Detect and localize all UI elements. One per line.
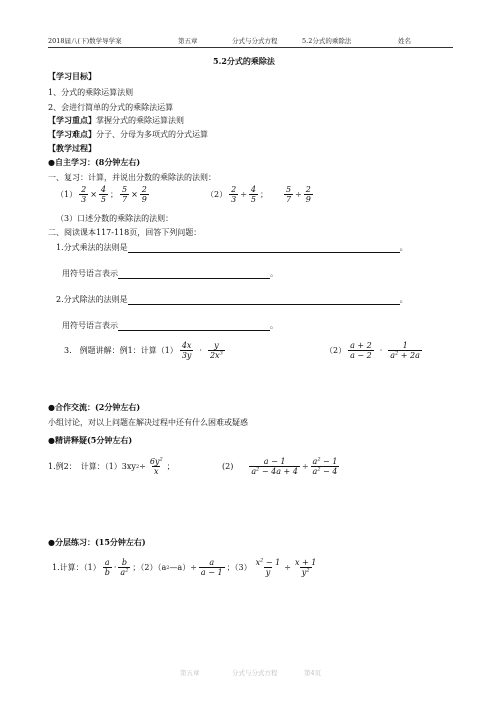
rule-text: 2.分式除法的法则是 (56, 295, 128, 304)
fraction: $\frac{b}{a^2}$ (120, 558, 129, 578)
answer-blank[interactable] (128, 243, 400, 253)
divide-symbol: 用符号语言表示 。 (62, 321, 278, 330)
example-1: 3. 例题讲解：例1：计算（1） $\frac{4x}{3y}$ · $\frac{y}{2x^3}$ (64, 341, 223, 361)
layered-heading: ●分层练习：(15分钟左右) (48, 537, 146, 547)
fraction: $\frac{2}{9}$ (305, 185, 311, 205)
fraction: $\frac{4}{5}$ (250, 185, 256, 205)
objective-item: 2、会进行简单的分式的乘除法运算 (48, 103, 174, 112)
example-prefix: 3. 例题讲解：例1：计算（1） (64, 346, 178, 356)
header-unit: 分式与分式方程 (232, 37, 278, 45)
answer-blank[interactable] (118, 269, 270, 279)
layered-problems: 1.计算：（1） $\frac{a}{b}$ · $\frac{b}{a^2}$ ；（2）（a 2 —a）÷ $\frac{a}{a - 1}$ ；（3） $\frac{x^2 - 1}{y}$ ÷ $\frac{x + 1}{y^2}$ (52, 557, 317, 578)
fraction: $\frac{a + 2}{a - 2}$ (350, 341, 372, 361)
rule-text: 用符号语言表示 (62, 321, 118, 330)
footer-unit: 分式与分式方程 (232, 669, 278, 677)
fraction: $\frac{1}{a^2 + 2a}$ (390, 341, 420, 361)
fraction: $\frac{5}{7}$ (121, 185, 128, 205)
example-2: （2） $\frac{a + 2}{a - 2}$ · $\frac{1}{a^2 + 2a}$ (325, 341, 420, 361)
problem-label: (2) (222, 462, 234, 472)
fraction: $\frac{y}{2x^3}$ (209, 341, 223, 361)
review-problem-1: （1） $\frac{2}{3}$ × $\frac{4}{5}$ ； $\frac{5}{7}$ × $\frac{2}{9}$ (56, 185, 147, 205)
difficulty-point (48, 129, 208, 140)
fraction: $\frac{4}{5}$ (100, 185, 106, 205)
process-heading: 【教学过程】 (48, 143, 96, 153)
fraction: $\frac{x^2 - 1}{y}$ (255, 557, 281, 578)
header-rule (48, 47, 453, 48)
fraction: $\frac{a^2 - 1}{a^2 - 4}$ (312, 456, 338, 477)
fraction: $\frac{2}{3}$ (81, 185, 87, 205)
objectives-heading: 【学习目标】 (48, 71, 96, 81)
cooperate-text: 小组讨论，对以上问题在解决过程中还有什么困难或疑惑 (48, 418, 248, 427)
divide-rule: 2.分式除法的法则是 。 (56, 295, 408, 304)
fraction: $\frac{5}{7}$ (285, 185, 292, 205)
rule-text: 1.分式乘法的法则是 (56, 243, 128, 252)
review-problem-2: （2） $\frac{2}{3}$ ÷ $\frac{4}{5}$ ； $\frac{5}{7}$ ÷ $\frac{2}{9}$ (206, 185, 311, 205)
fraction: $\frac{4x}{3y}$ (181, 341, 192, 361)
problem-label: ；（2）（a (132, 563, 167, 573)
problem-label: （2） (325, 346, 347, 356)
footer-page: 第4页 (304, 669, 322, 677)
fraction: $\frac{x + 1}{y^2}$ (294, 558, 317, 578)
objective-item: 1、分式的乘除运算法则 (48, 88, 134, 97)
header-course: 2018届八(下)数学导学案 (48, 37, 122, 45)
answer-blank[interactable] (128, 295, 400, 305)
fraction: $\frac{a}{a - 1}$ (200, 558, 223, 578)
explain-problem-1: 1.例2： 计算：（1）3xy 2 ÷ $\frac{6y^2}{x}$ ； (48, 456, 175, 477)
page-title: 5.2分式的乘除法 (213, 56, 275, 66)
fraction: $\frac{a - 1}{a^2 - 4a + 4}$ (251, 457, 298, 477)
fraction: $\frac{2}{9}$ (141, 185, 147, 205)
problem-label: ；（3） (226, 563, 252, 573)
problem-label: —a）÷ (169, 563, 197, 573)
footer-chapter: 第五章 (180, 669, 200, 677)
key-text: 掌握分式的乘除运算法则 (96, 116, 184, 125)
header-chapter: 第五章 (178, 37, 198, 45)
example-prefix: 1.计算：（1） (52, 563, 101, 573)
explain-problem-2: (2) $\frac{a - 1}{a^2 - 4a + 4}$ ÷ $\frac{a^2 - 1}{a^2 - 4}$ (222, 456, 338, 477)
header-name-label: 姓名 (398, 37, 411, 45)
rule-text: 用符号语言表示 (62, 269, 118, 278)
problem-label: （2） (206, 190, 228, 200)
review-instruction: 一、复习：计算，并说出分数的乘除法的法则： (48, 173, 216, 182)
multiply-symbol: 用符号语言表示 。 (62, 269, 278, 278)
example-prefix: 1.例2： 计算：（1）3xy (48, 462, 136, 472)
multiply-rule: 1.分式乘法的法则是 。 (56, 243, 408, 252)
key-point (48, 115, 184, 126)
answer-blank[interactable] (118, 321, 270, 331)
problem-label: （1） (56, 190, 78, 200)
difficulty-label: 【学习难点】 (48, 129, 96, 139)
header-section: 5.2分式的乘除法 (302, 37, 352, 45)
fraction: $\frac{2}{3}$ (231, 185, 237, 205)
cooperate-heading: ●合作交流：(2分钟左右) (48, 402, 141, 412)
explain-heading: ●精讲释疑(5分钟左右) (48, 435, 133, 445)
fraction: $\frac{a}{b}$ (104, 558, 110, 578)
reading-instruction: 二、阅读课本117-118页，回答下列问题： (48, 228, 202, 237)
review-question-3: （3）口述分数的乘除法的法则： (56, 214, 174, 223)
fraction: $\frac{6y^2}{x}$ (149, 456, 163, 477)
self-study-heading: ●自主学习：(8分钟左右) (48, 157, 141, 167)
difficulty-text: 分子、分母为多项式的分式运算 (96, 130, 208, 139)
key-label: 【学习重点】 (48, 115, 96, 125)
